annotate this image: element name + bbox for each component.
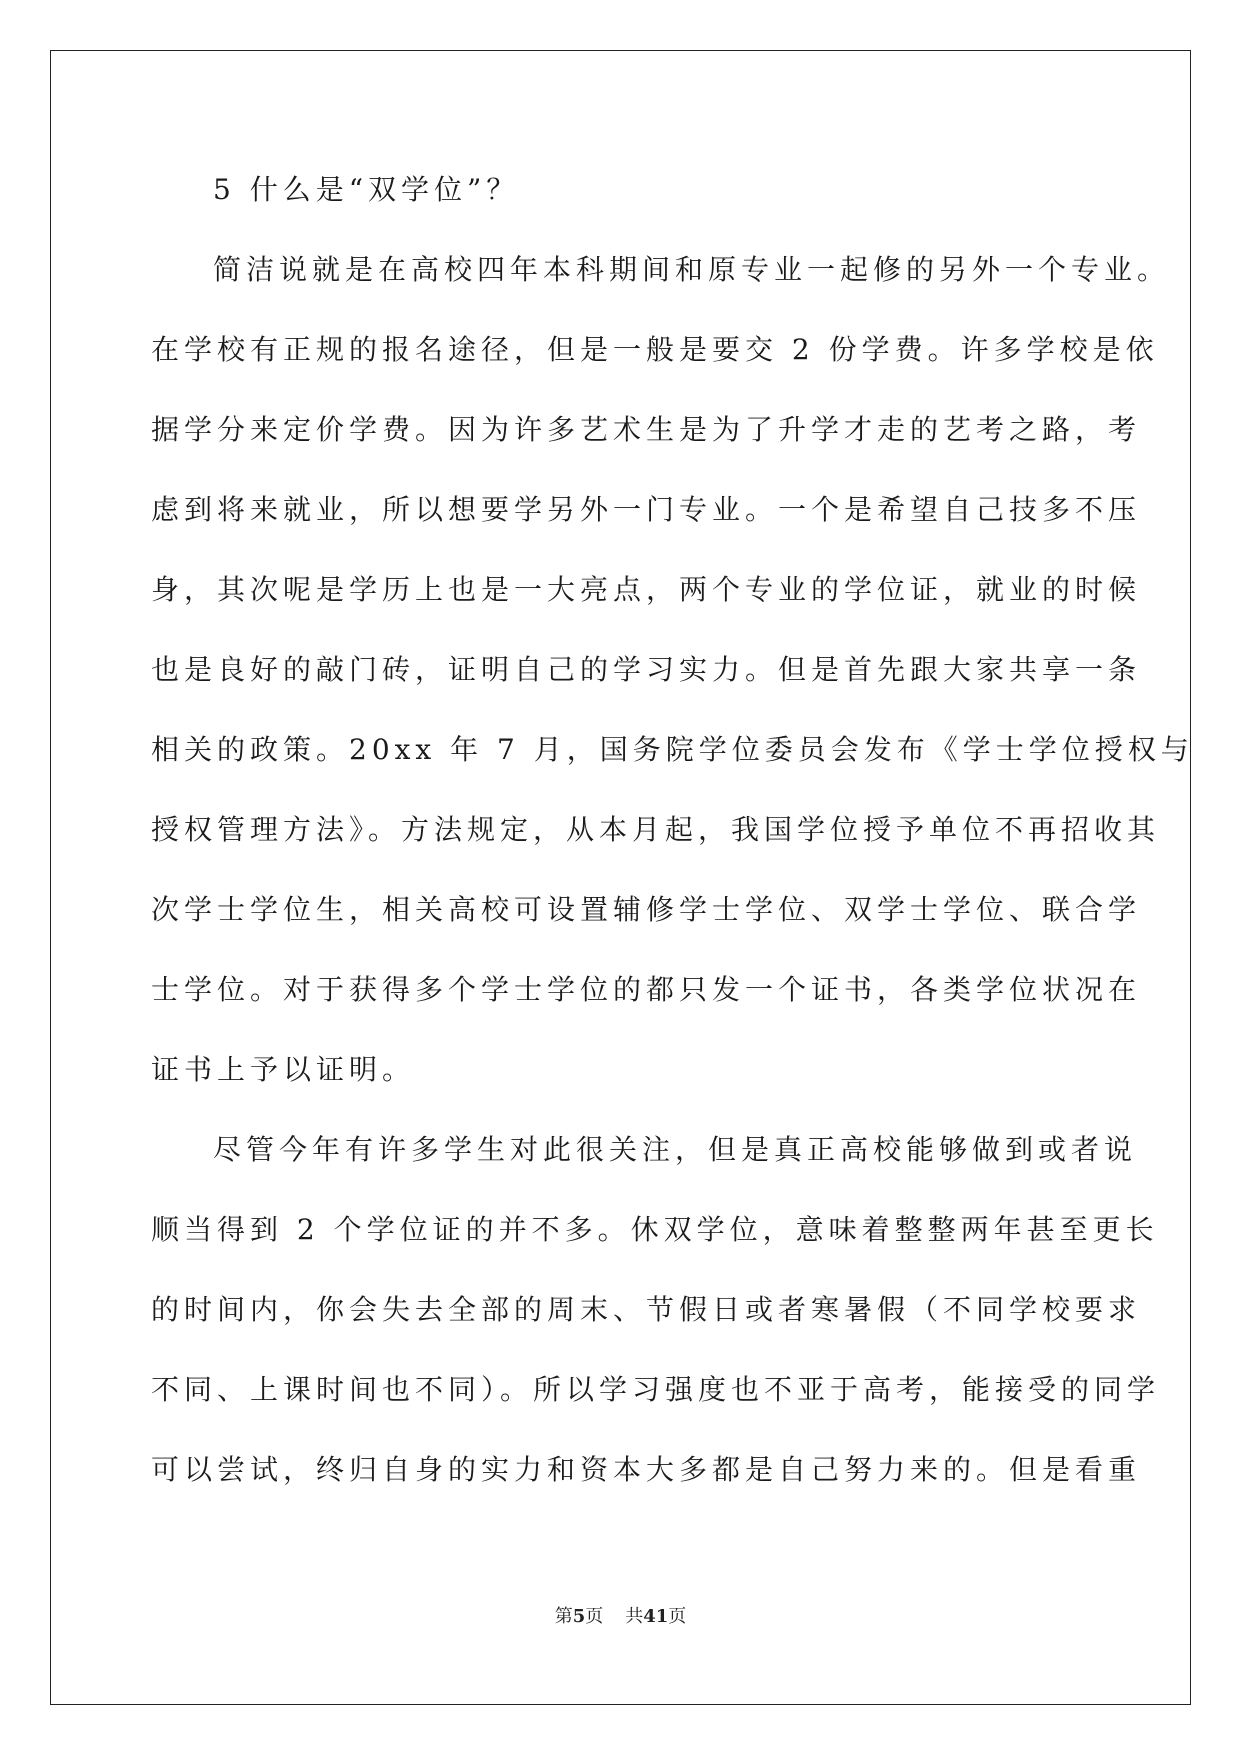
document-body	[151, 150, 1194, 1510]
total-prefix: 共	[625, 1606, 644, 1627]
page-number: 5	[572, 1606, 586, 1627]
text-line: 授权管理方法》。方法规定，从本月起，我国学位授予单位不再招收其	[151, 813, 1161, 846]
text-line: 也是良好的敲门砖，证明自己的学习实力。但是首先跟大家共享一条	[151, 653, 1142, 686]
text-line: 顺当得到 2 个学位证的并不多。休双学位，意味着整整两年甚至更长	[151, 1213, 1159, 1246]
section-heading: 5 什么是“双学位”？	[213, 173, 520, 206]
text-line: 虑到将来就业，所以想要学另外一门专业。一个是希望自己技多不压	[151, 493, 1142, 526]
text-line: 相关的政策。20xx 年 7 月，国务院学位委员会发布《学士学位授权与	[151, 733, 1194, 766]
text-line: 次学士学位生，相关高校可设置辅修学士学位、双学士学位、联合学	[151, 893, 1142, 926]
text-line: 尽管今年有许多学生对此很关注，但是真正高校能够做到或者说	[213, 1133, 1138, 1166]
text-line: 不同、上课时间也不同）。所以学习强度也不亚于高考，能接受的同学	[151, 1373, 1161, 1406]
total-pages: 41	[643, 1606, 669, 1627]
page-suffix: 页	[585, 1606, 604, 1627]
total-suffix: 页	[668, 1606, 687, 1627]
paragraph-2	[151, 1110, 1161, 1510]
text-line: 证书上予以证明。	[151, 1053, 416, 1086]
paragraph-1	[151, 230, 1194, 1110]
page-footer	[0, 1605, 1241, 1629]
text-line: 的时间内，你会失去全部的周末、节假日或者寒暑假（不同学校要求	[151, 1293, 1142, 1326]
text-line: 在学校有正规的报名途径，但是一般是要交 2 份学费。许多学校是依	[151, 333, 1159, 366]
text-line: 简洁说就是在高校四年本科期间和原专业一起修的另外一个专业。	[213, 253, 1171, 286]
page-prefix: 第	[554, 1606, 573, 1627]
text-line: 据学分来定价学费。因为许多艺术生是为了升学才走的艺考之路，考	[151, 413, 1142, 446]
text-line: 士学位。对于获得多个学士学位的都只发一个证书，各类学位状况在	[151, 973, 1142, 1006]
text-line: 身，其次呢是学历上也是一大亮点，两个专业的学位证，就业的时候	[151, 573, 1142, 606]
text-line: 可以尝试，终归自身的实力和资本大多都是自己努力来的。但是看重	[151, 1453, 1142, 1486]
